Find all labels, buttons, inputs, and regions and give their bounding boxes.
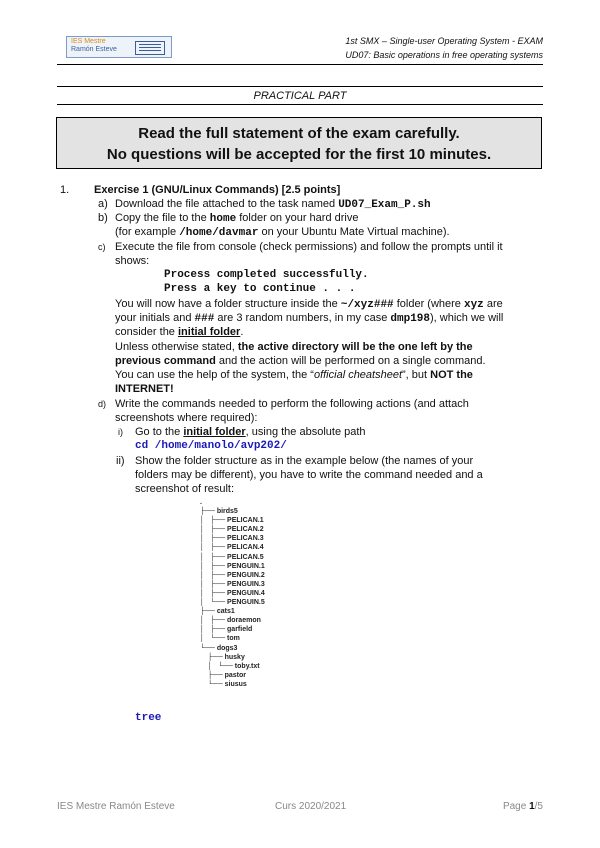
notice-line1: Read the full statement of the exam carefully. xyxy=(138,125,460,142)
item-b-line2 xyxy=(115,226,450,240)
tree-output-screenshot xyxy=(200,498,265,689)
footer-page-label: Page xyxy=(502,801,530,812)
home-code: home xyxy=(209,213,237,225)
logo-text-line2: Ramón Esteve xyxy=(71,46,117,53)
para-line2 xyxy=(115,312,503,326)
code-process-completed: Process completed successfully. xyxy=(164,269,369,281)
tree-line: ├── birds5 xyxy=(200,508,238,516)
subitem-ii-marker: ii) xyxy=(116,455,125,467)
para-line6-a: You can use the help of the system, the “ xyxy=(115,369,314,381)
school-logo xyxy=(66,36,172,58)
item-d-line2: screenshots where required): xyxy=(115,412,258,424)
para-line1-c: are xyxy=(483,298,503,310)
footer-school: IES Mestre Ramón Esteve xyxy=(57,801,175,812)
subitem-i-a: Go to the xyxy=(135,426,184,438)
item-d-line1: Write the commands needed to perform the following actions (and attach xyxy=(115,398,469,410)
para-line2-b: are 3 random numbers, in my case xyxy=(214,312,391,324)
initial-folder-term: initial folder xyxy=(177,326,241,338)
cd-command-answer: cd /home/manolo/avp202/ xyxy=(135,440,287,452)
footer-course: Curs 2020/2021 xyxy=(275,801,347,812)
item-c-marker: c) xyxy=(98,242,106,252)
section-rule-top xyxy=(57,86,543,87)
item-a-text: Download the file attached to the task named xyxy=(115,198,339,210)
initial-folder-term-2: initial folder xyxy=(183,426,246,438)
tree-line: │ ├── doraemon xyxy=(200,617,261,625)
tree-line: │ ├── PENGUIN.3 xyxy=(200,580,265,588)
initials-code: xyz xyxy=(463,299,484,311)
para-line2-a: your initials and xyxy=(115,312,195,324)
section-rule-bottom xyxy=(57,104,543,105)
exercise-title: Exercise 1 (GNU/Linux Commands) [2.5 points] xyxy=(94,184,341,196)
item-b-line2-post: on your Ubuntu Mate Virtual machine). xyxy=(258,226,450,238)
para-line1-a: You will now have a folder structure inside the xyxy=(115,298,341,310)
tree-line: ├── husky xyxy=(200,653,245,661)
tree-line: │ └── tom xyxy=(200,635,240,643)
notice-box xyxy=(56,117,542,169)
footer-page-total: /5 xyxy=(534,801,543,812)
subitem-ii-line3: screenshot of result: xyxy=(135,483,235,495)
logo-icon xyxy=(135,41,165,55)
footer-page xyxy=(503,801,543,812)
para-line6 xyxy=(115,369,473,382)
item-a-marker: a) xyxy=(98,198,108,210)
tree-line: ├── pastor xyxy=(200,671,246,679)
footer-page-current: 1 xyxy=(529,801,535,812)
subitem-i-line xyxy=(135,426,366,439)
para-line2-c: ), which we will xyxy=(430,312,504,324)
item-c-line2: shows: xyxy=(115,255,150,267)
item-d-marker: d) xyxy=(98,399,107,409)
para-line5-bold: previous command xyxy=(115,355,216,367)
cheatsheet-term: official cheatsheet xyxy=(313,369,403,381)
para-line7: INTERNET! xyxy=(115,383,174,395)
tree-line: │ ├── garfield xyxy=(200,626,253,634)
para-line1 xyxy=(115,298,503,312)
tree-line: │ ├── PELICAN.5 xyxy=(200,553,264,561)
logo-text-line1: IES Mestre xyxy=(71,38,106,45)
item-b-line2-pre: (for example xyxy=(115,226,180,238)
numbers-code: ### xyxy=(194,313,215,325)
para-line1-b: folder (where xyxy=(393,298,464,310)
tree-line: └── dogs3 xyxy=(200,644,238,652)
para-line6-bold: NOT the xyxy=(430,369,473,381)
tree-command-answer: tree xyxy=(135,712,162,724)
header-title-line2: UD07: Basic operations in free operating systems xyxy=(345,50,543,60)
header-title-line1: 1st SMX – Single-user Operating System - EXAM xyxy=(345,36,543,46)
tree-line: │ ├── PENGUIN.4 xyxy=(200,589,265,597)
section-title: PRACTICAL PART xyxy=(253,90,347,102)
tree-line: . xyxy=(200,499,202,506)
exercise-number: 1. xyxy=(60,184,70,196)
home-path-code: /home/davmar xyxy=(179,227,259,239)
item-b-line1 xyxy=(115,212,358,226)
tree-line: │ ├── PELICAN.3 xyxy=(200,535,264,543)
para-line5 xyxy=(115,355,486,368)
subitem-ii-line2: folders may be different), you have to write the command needed and a xyxy=(135,469,483,481)
tree-line: ├── cats1 xyxy=(200,608,235,616)
tree-line: │ ├── PELICAN.1 xyxy=(200,517,264,525)
subitem-i-b: , using the absolute path xyxy=(245,426,366,438)
para-line3-a: consider the xyxy=(115,326,178,338)
script-filename: UD07_Exam_P.sh xyxy=(338,199,431,211)
code-press-key: Press a key to continue . . . xyxy=(164,283,356,295)
header-divider xyxy=(57,64,543,65)
tree-line: │ ├── PELICAN.2 xyxy=(200,526,264,534)
item-a xyxy=(115,198,431,212)
para-line5-b: and the action will be performed on a single command. xyxy=(215,355,486,367)
item-b-marker: b) xyxy=(98,212,108,224)
item-b-text: Copy the file to the xyxy=(115,212,210,224)
tree-line: │ └── toby.txt xyxy=(200,662,260,670)
subitem-ii-line1: Show the folder structure as in the example below (the names of your xyxy=(135,455,474,467)
example-code: dmp198 xyxy=(390,313,430,325)
para-line4-a: Unless otherwise stated, xyxy=(115,341,238,353)
folder-code: ~/xyz### xyxy=(340,299,394,311)
tree-line: └── siusus xyxy=(200,680,247,688)
notice-line2: No questions will be accepted for the first 10 minutes. xyxy=(106,146,492,163)
item-b-text2: folder on your hard drive xyxy=(236,212,359,224)
subitem-i-marker: i) xyxy=(118,427,123,437)
item-c-line1: Execute the file from console (check permissions) and follow the prompts until it xyxy=(115,241,503,253)
para-line6-b: ”, but xyxy=(402,369,431,381)
tree-line: │ ├── PELICAN.4 xyxy=(200,544,264,552)
tree-line: │ └── PENGUIN.5 xyxy=(200,599,265,607)
para-line3-b: . xyxy=(240,326,244,338)
para-line3 xyxy=(115,326,243,339)
para-line4-bold: the active directory will be the one left by the xyxy=(237,341,473,353)
para-line4 xyxy=(115,341,473,354)
tree-line: │ ├── PENGUIN.2 xyxy=(200,571,265,579)
tree-line: │ ├── PENGUIN.1 xyxy=(200,562,265,570)
